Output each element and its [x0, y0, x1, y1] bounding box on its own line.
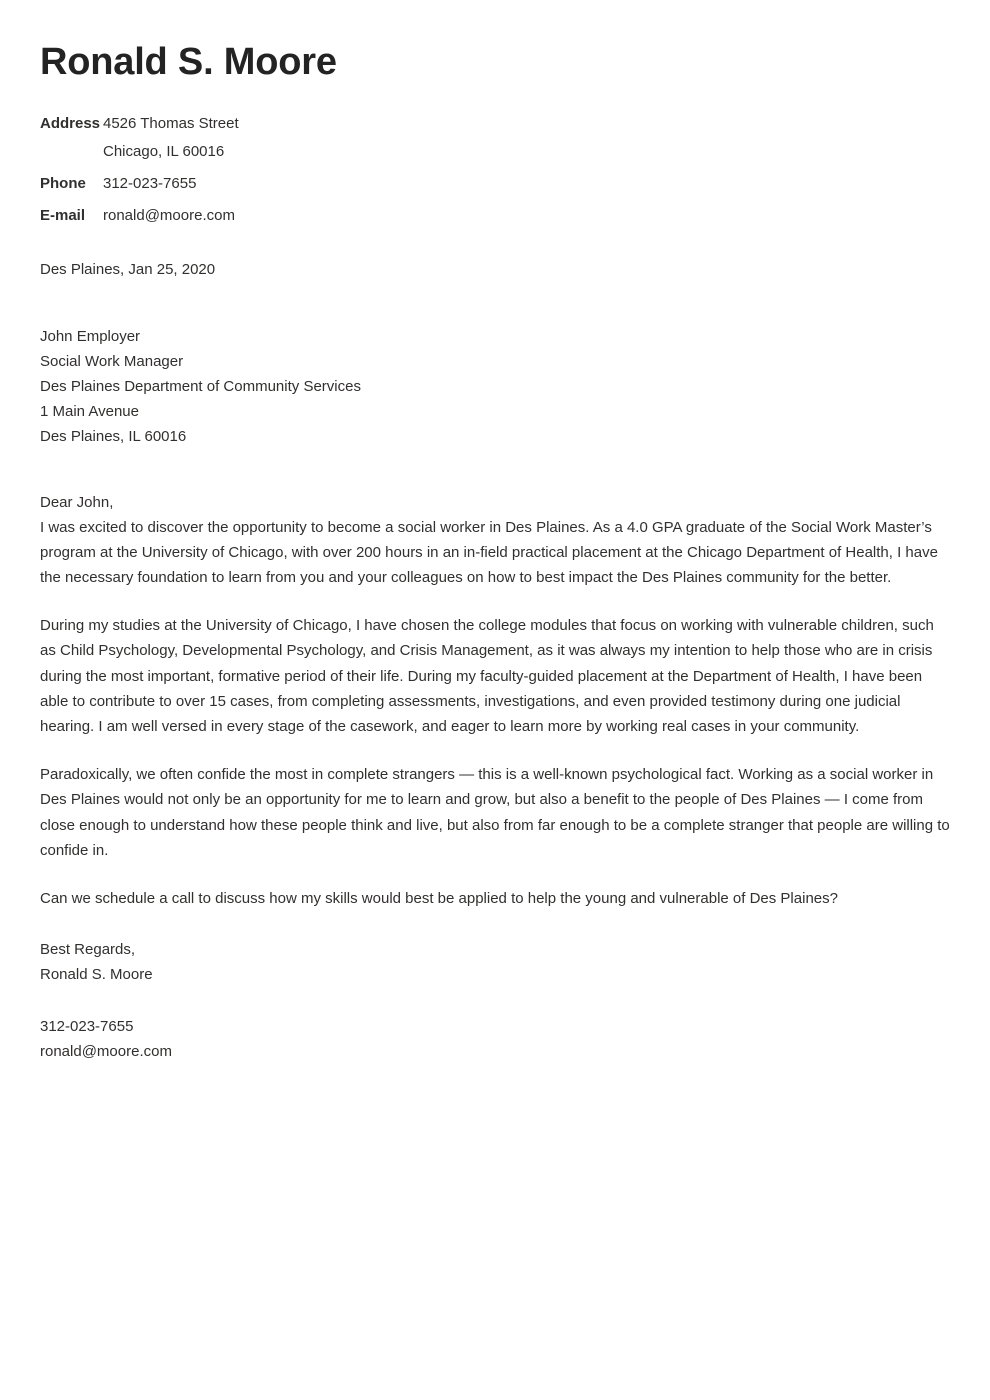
recipient-line: Social Work Manager — [40, 352, 184, 370]
closing-block — [40, 937, 950, 987]
body-paragraph: During my studies at the University of Chicago, I have chosen the college modules that focus on working with vulnerable children, such as Child Psychology, Developmental Psychology, and Crisis Management, as it was always my intention to help those who are in crisis during the most important, formative period of their life. During my faculty-guided placement at the Department of Health, I have been able to contribute to over 15 cases, from completing assessments, investigations, and even provided testimony during one judicial hearing. I am well versed in every stage of the casework, and eager to learn more by working real cases in your community. — [40, 617, 934, 736]
phone-label: Phone — [40, 174, 86, 192]
contact-row-email — [40, 204, 950, 228]
recipient-line: Des Plaines, IL 60016 — [40, 428, 187, 446]
contact-row-address — [40, 112, 950, 136]
recipient-address-block — [40, 324, 950, 450]
recipient-line: John Employer — [40, 327, 141, 345]
page-title: Ronald S. Moore — [40, 41, 337, 83]
signature-contact-block — [40, 1014, 950, 1064]
contact-row-phone — [40, 172, 950, 196]
email-value: ronald@moore.com — [103, 206, 235, 224]
body-paragraph: Paradoxically, we often confide the most in complete strangers — this is a well-known psychological fact. Working as a social worker in Des Plaines would not only be an opportunity for me to learn and grow, but also a benefit to the people of Des Plaines — I come from close enough to understand how these people think and live, but also from far enough to be a complete stranger that people are willing to confide in. — [40, 766, 950, 859]
body-paragraph: Can we schedule a call to discuss how my skills would best be applied to help the young and vulnerable of Des Plaines? — [40, 889, 838, 907]
body-paragraph: I was excited to discover the opportunity to become a social worker in Des Plaines. As a 4.0 GPA graduate of the Social Work Master’s program at the University of Chicago, with over 200 hours in an in-field practical placement at the Chicago Department of Health, I have the necessary foundation to learn from you and your colleagues on how to best impact the Des Plaines community for the better. — [40, 518, 938, 587]
letter-body — [40, 490, 950, 912]
email-label: E-mail — [40, 206, 86, 224]
recipient-line: 1 Main Avenue — [40, 403, 139, 421]
sign-off: Best Regards, — [40, 941, 136, 959]
address-line-2: Chicago, IL 60016 — [103, 142, 225, 160]
salutation: Dear John, — [40, 493, 114, 511]
recipient-line: Des Plaines Department of Community Services — [40, 377, 361, 395]
contact-details-block — [40, 112, 950, 228]
signature-email: ronald@moore.com — [40, 1042, 172, 1060]
signature-phone: 312-023-7655 — [40, 1017, 134, 1035]
phone-value: 312-023-7655 — [103, 174, 197, 192]
signature-name: Ronald S. Moore — [40, 966, 153, 984]
letter-date: Des Plaines, Jan 25, 2020 — [40, 260, 216, 278]
address-label: Address — [40, 114, 101, 132]
address-line-1: 4526 Thomas Street — [103, 114, 239, 132]
